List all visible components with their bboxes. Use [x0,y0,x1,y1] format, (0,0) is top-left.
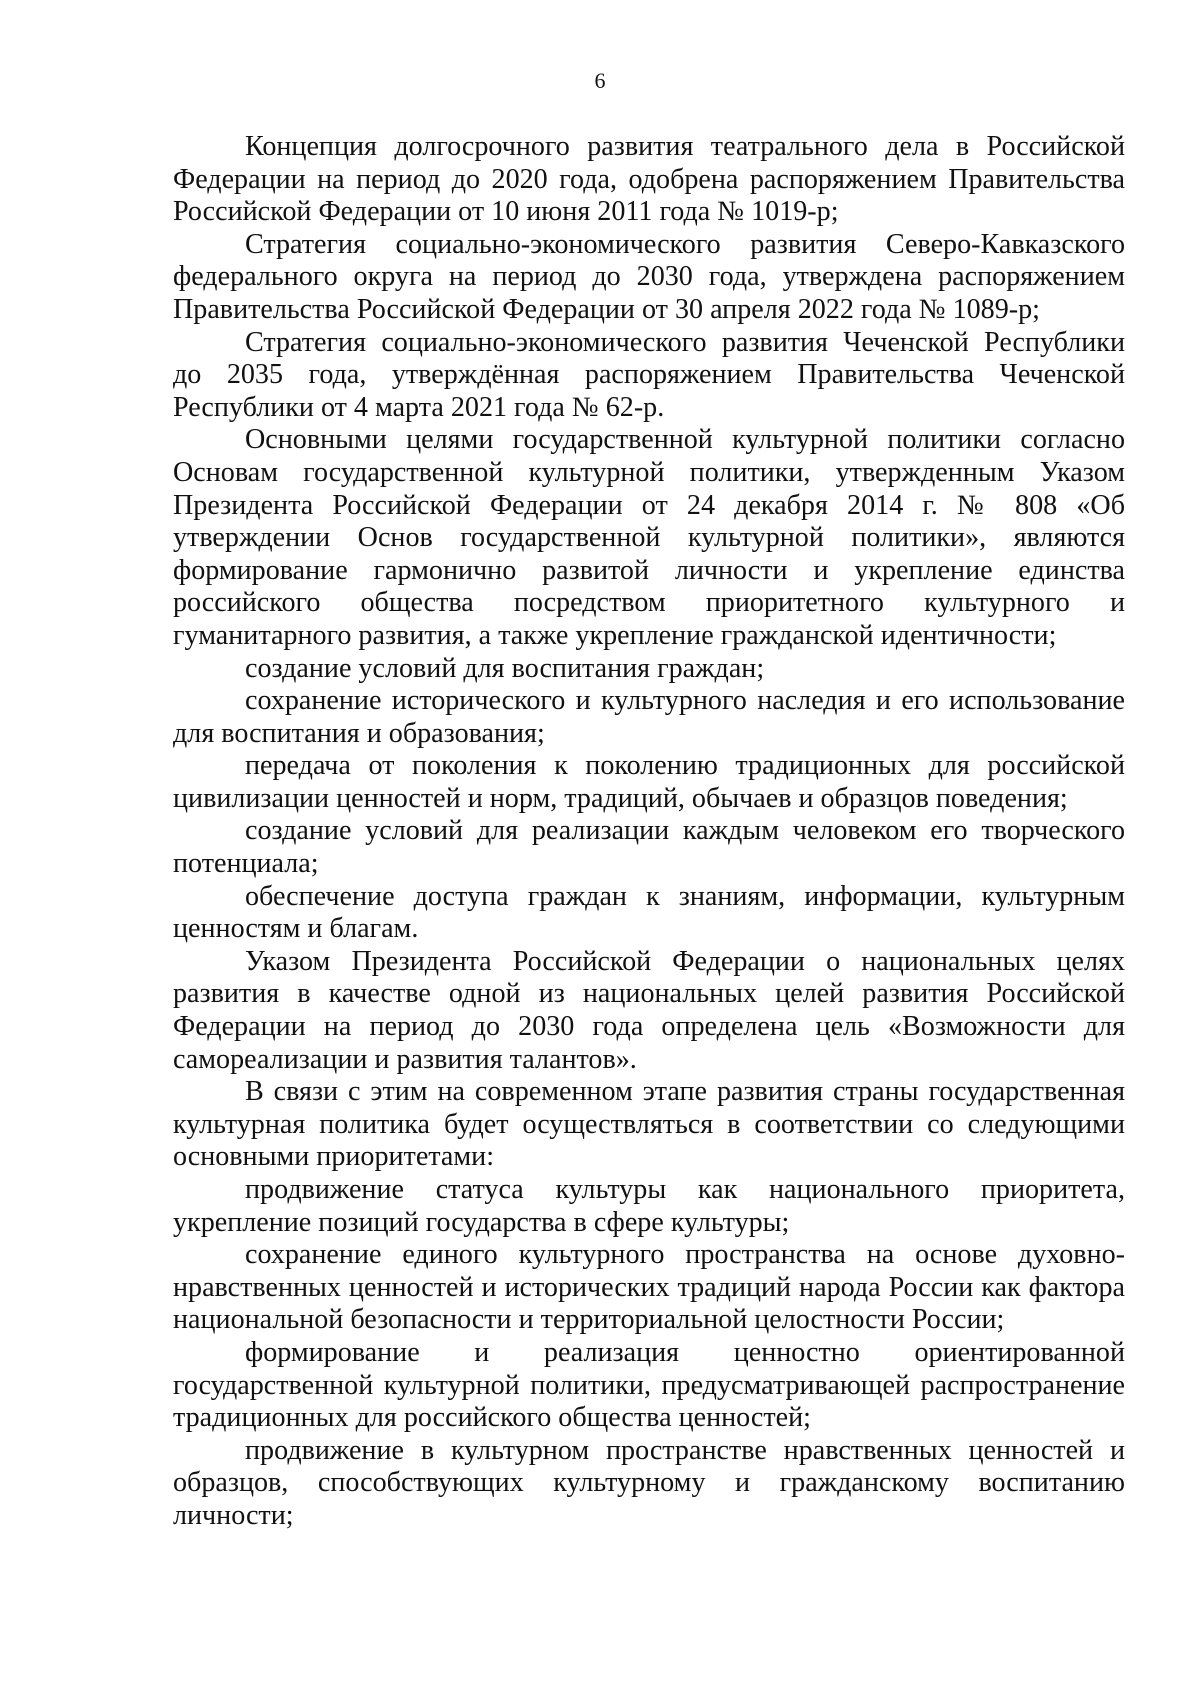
paragraph-concept-theatre: Концепция долгосрочного развития театрального дела в Российской Федерации на период до 2020 года, одобрена распоряжением Правительства Российской Федерации от 10 июня 2011 года № 1019-р; [173,131,1125,228]
paragraph-priority-value-policy: формирование и реализация ценностно ориентированной государственной культурной политики, предусматривающей распространение традиционных для российского общества ценностей; [173,1336,1125,1434]
paragraph-strategy-north-caucasus: Стратегия социально-экономического развития Северо-Кавказского федерального округа на период до 2030 года, утверждена распоряжением Правительства Российской Федерации от 30 апреля 2022 года № 1089-р; [173,228,1125,325]
page-number: 6 [594,68,606,93]
document-body [173,131,1125,1533]
paragraph-access-to-knowledge: обеспечение доступа граждан к знаниям, информации, культурным ценностям и благам. [173,880,1125,945]
paragraph-cultural-policy-goals: Основными целями государственной культурной политики согласно Основам государственной культурной политики, утвержденным Указом Президента Российской Федерации от 24 декабря 2014 г. № 808 «Об утверждении Основ государственной культурной политики», являются формирование гармонично развитой личности и укрепление единства российского общества посредством приоритетного культурного и гуманитарного развития, а также укрепление гражданской идентичности; [173,424,1125,651]
paragraph-strategy-chechen-republic: Стратегия социально-экономического развития Чеченской Республики до 2035 года, утверждённая распоряжением Правительства Чеченской Республики от 4 марта 2021 года № 62-р. [173,326,1125,423]
paragraph-national-goals-decree: Указом Президента Российской Федерации о национальных целях развития в качестве одной из национальных целей развития Российской Федерации на период до 2030 года определена цель «Возможности для самореализации и развития талантов». [173,945,1125,1075]
paragraph-priority-unified-space: сохранение единого культурного пространства на основе духовно-нравственных ценностей и исторических традиций народа России как фактора национальной безопасности и территориальной целостности России; [173,1239,1125,1336]
paragraph-heritage-preservation: сохранение исторического и культурного наследия и его использование для воспитания и образования; [173,685,1125,749]
paragraph-creative-potential: создание условий для реализации каждым человеком его творческого потенциала; [173,815,1125,880]
paragraph-values-transmission: передача от поколения к поколению традиционных для российской цивилизации ценностей и норм, традиций, обычаев и образцов поведения; [173,750,1125,814]
paragraph-citizen-upbringing: создание условий для воспитания граждан; [245,652,765,684]
paragraph-priority-status-of-culture: продвижение статуса культуры как национального приоритета, укрепление позиций государства в сфере культуры; [173,1174,1125,1238]
paragraph-current-priorities: В связи с этим на современном этапе развития страны государственная культурная политика будет осуществляться в соответствии со следующими основными приоритетами: [173,1076,1125,1173]
paragraph-priority-moral-values: продвижение в культурном пространстве нравственных ценностей и образцов, способствующих культурному и гражданскому воспитанию личности; [173,1434,1125,1531]
